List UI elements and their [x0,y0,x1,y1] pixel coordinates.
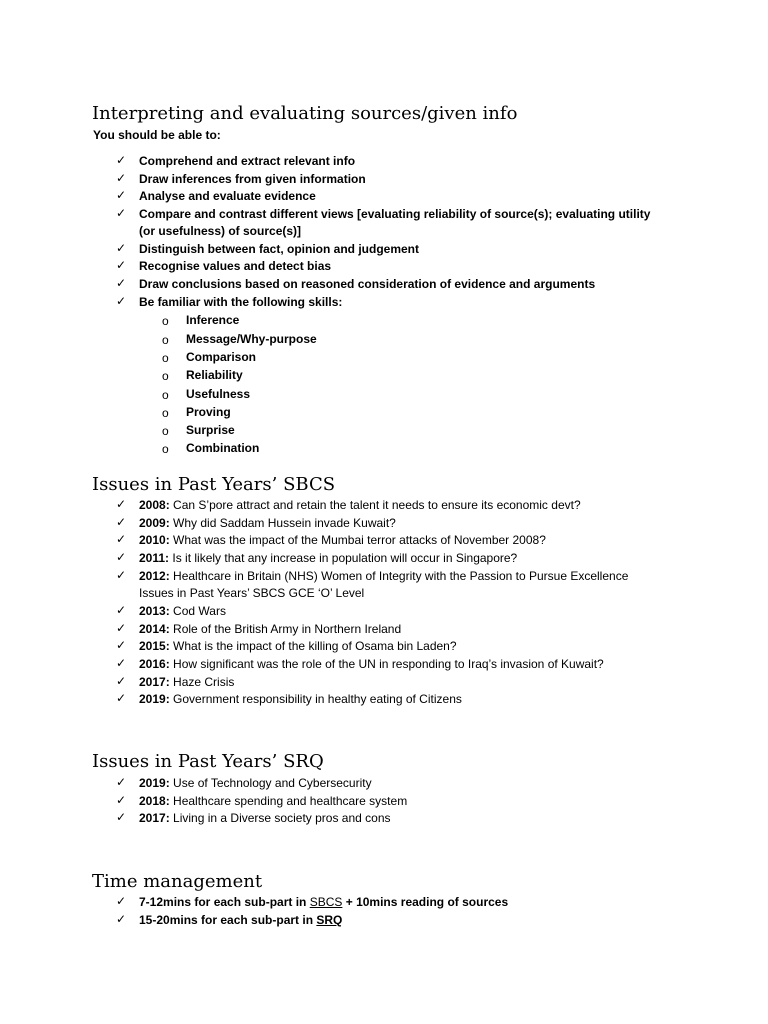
check-icon: ✓ [116,656,127,670]
list-item: 2010: What was the impact of the Mumbai terror attacks of November 2008? [139,533,546,547]
check-icon: ✓ [116,691,127,705]
circle-bullet-icon: o [162,351,169,365]
skill-item: Usefulness [186,387,251,401]
check-icon: ✓ [116,621,127,635]
list-item: Recognise values and detect bias [139,259,332,273]
check-icon: ✓ [116,497,127,511]
section-intro: You should be able to: [93,128,221,142]
check-icon: ✓ [116,775,127,789]
section-title-sbcs: Issues in Past Years’ SBCS [92,474,336,495]
check-icon: ✓ [116,188,127,202]
skill-item: Message/Why-purpose [186,332,317,346]
check-icon: ✓ [116,550,127,564]
check-icon: ✓ [116,171,127,185]
list-item: Be familiar with the following skills: [139,295,343,309]
list-item: 2013: Cod Wars [139,604,226,618]
list-item: 7-12mins for each sub-part in SBCS + 10mins reading of sources [139,895,509,909]
check-icon: ✓ [116,276,127,290]
list-item: 2017: Haze Crisis [139,675,235,689]
circle-bullet-icon: o [162,369,169,383]
list-item: 2017: Living in a Diverse society pros and cons [139,811,391,825]
circle-bullet-icon: o [162,406,169,420]
circle-bullet-icon: o [162,442,169,456]
check-icon: ✓ [116,674,127,688]
list-item: 2014: Role of the British Army in Northern Ireland [139,622,402,636]
circle-bullet-icon: o [162,388,169,402]
check-icon: ✓ [116,532,127,546]
list-item: 2016: How significant was the role of the UN in responding to Iraq’s invasion of Kuwait? [139,657,604,671]
circle-bullet-icon: o [162,424,169,438]
list-item: Comprehend and extract relevant info [139,154,356,168]
skill-item: Combination [186,441,260,455]
list-item: 2019: Use of Technology and Cybersecurity [139,776,372,790]
list-item: Analyse and evaluate evidence [139,189,316,203]
list-item-continuation: Issues in Past Years’ SBCS GCE ‘O’ Level [139,586,365,600]
list-item: 15-20mins for each sub-part in SRQ [139,913,343,927]
list-item: Compare and contrast different views [evaluating reliability of source(s); evaluating utility [139,207,651,221]
circle-bullet-icon: o [162,314,169,328]
check-icon: ✓ [116,912,127,926]
skill-item: Reliability [186,368,243,382]
list-item: 2012: Healthcare in Britain (NHS) Women of Integrity with the Passion to Pursue Excellence [139,569,629,583]
section-title-interpreting: Interpreting and evaluating sources/given info [92,103,518,124]
skill-item: Proving [186,405,231,419]
check-icon: ✓ [116,568,127,582]
list-item: 2009: Why did Saddam Hussein invade Kuwait? [139,516,396,530]
list-item: 2008: Can S’pore attract and retain the talent it needs to ensure its economic devt? [139,498,581,512]
skill-item: Comparison [186,350,257,364]
check-icon: ✓ [116,638,127,652]
check-icon: ✓ [116,894,127,908]
check-icon: ✓ [116,258,127,272]
check-icon: ✓ [116,206,127,220]
list-item: 2015: What is the impact of the killing of Osama bin Laden? [139,639,457,653]
skill-item: Surprise [186,423,235,437]
skill-item: Inference [186,313,240,327]
section-title-srq: Issues in Past Years’ SRQ [92,751,324,772]
list-item: 2019: Government responsibility in healthy eating of Citizens [139,692,462,706]
sbcs-link[interactable]: SBCS [309,895,343,909]
list-item: 2018: Healthcare spending and healthcare system [139,794,408,808]
section-title-time-management: Time management [92,871,263,892]
list-item: Draw inferences from given information [139,172,366,186]
list-item-continuation: (or usefulness) of source(s)] [139,224,302,238]
check-icon: ✓ [116,810,127,824]
check-icon: ✓ [116,793,127,807]
list-item: Draw conclusions based on reasoned consideration of evidence and arguments [139,277,596,291]
circle-bullet-icon: o [162,333,169,347]
srq-link[interactable]: SRQ [316,913,343,927]
check-icon: ✓ [116,515,127,529]
check-icon: ✓ [116,603,127,617]
check-icon: ✓ [116,153,127,167]
check-icon: ✓ [116,294,127,308]
list-item: 2011: Is it likely that any increase in population will occur in Singapore? [139,551,518,565]
check-icon: ✓ [116,241,127,255]
list-item: Distinguish between fact, opinion and judgement [139,242,420,256]
